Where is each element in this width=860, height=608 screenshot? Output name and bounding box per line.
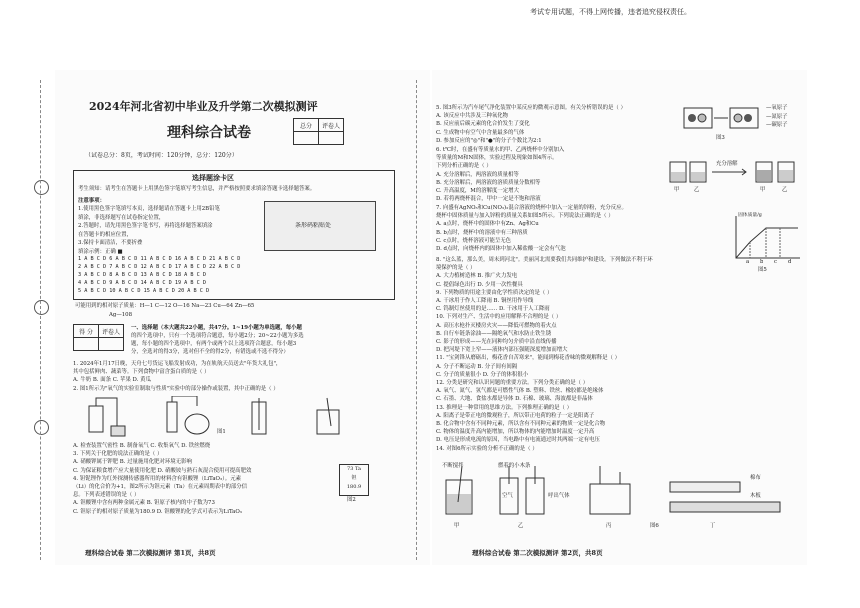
question-line: C. 石墨、大地、食盐水都是导体 D. 石棉、玻璃、海波都是非晶体 [436,396,593,403]
question-line: B. 反应前后碳元素的化合价发生了变化 [436,121,530,128]
exam-info: （试卷总分：8页，考试时间：120分钟，总分：120分） [85,152,238,159]
lab-apparatus-figure [77,396,387,440]
beaker-label: 乙 [694,187,700,193]
fold-line [416,80,418,560]
figure-3 [682,104,802,144]
question-line: A. 充分溶解后，两溶液的质量相等 [436,171,519,178]
figure-4-caption: 充分溶解 [716,161,738,167]
question-line: C. 影子的形成——光在同种均匀介质中沿直线传播 [436,339,557,346]
figure-5-label: 图5 [758,267,767,273]
element-number: 73 Ta [347,466,361,472]
question-line: D. 把河堤下宽上窄——液体内部压强随深度增加而增大 [436,347,568,354]
page-footer: 理科综合试卷 第二次模拟测评 第2页，共8页 [472,549,603,557]
question-line: 6. t℃时，在盛有等质量水的甲、乙两烧杯中分别加入 [436,147,565,153]
question-line: A. 氧气、氮气、氢气都是可燃性气体 B. 塑料、铁丝、橡胶都是绝缘体 [436,388,604,395]
attention-list [78,205,243,257]
question-line: C. 钽原子的相对原子质量为180.9 D. 钽酸锂的化学式可表示为LiTaO₃ [73,508,242,515]
question-line: 9. 下列物质的用途主要由化学性质决定的是（ ） [436,289,553,296]
element-name: 钽 [351,475,357,481]
figure-6-part: 乙 [518,523,524,529]
figure-6-text: 棉布 [750,475,761,481]
section-line: 的四个选项中，只有一个选项符合题意，每小题2分；20~22小题为多选 [131,333,304,339]
attention-item: 3.保持卡面清洁，不要折叠 [78,240,143,247]
figure-2-label: 图2 [347,497,356,503]
score-box: 总分 评卷人 [293,118,344,145]
question-line: 其中包括鲜肉、蔬菜等。下列食物中富含蛋白质的是（ ） [73,369,210,376]
question-line: 11. "宝剑锋从磨砺出，梅花香自苦寒来"，能闻到梅花香味的微观解释是（ ） [436,355,621,362]
molecule-diagram [682,104,762,134]
section-line: 题，每小题的四个选项中，有两个或两个以上选项符合题意，每小题3 [131,341,297,348]
attention-item: 在答题卡的相应位置， [78,231,132,238]
bubble-row[interactable]: 5 A B C D 10 A B C D 15 A B C D 20 A B C D [78,288,210,294]
question-block [436,146,666,203]
section-desc [131,332,304,357]
atomic-mass-line: 可能用到的相对原子质量：H—1 C—12 O—16 Na—23 Cu—64 Zn—65 [75,303,255,309]
question-line: A. 该反应中共涉及三种氧化物 [436,113,509,120]
bubble-row[interactable]: 1 A B C D 6 A B C D 11 A B C D 16 A B C D 21 A B C D [78,256,241,262]
experiment-diagrams [440,462,800,522]
question-line: 等质量的M和N固体，实验过程及现象如图4所示。 [436,155,558,162]
question-block [436,256,802,453]
figure-3-legend [766,104,788,130]
question-line: A. 大力植树造林 B. 推广火力发电 [436,273,518,280]
question-line: 10. 下列对生产、生活中的应用解释不合理的是（ ） [436,314,562,321]
figure-6-text: 空气 [502,493,513,499]
question-line: C. 为保证粮食增产应大量使用化肥 D. 硝酸铵与熟石灰混合使用可提高肥效 [73,467,252,474]
question-line: 5. 图3所示为汽车尾气净化装置中某反应的微观示意图。有关分析错误的是（ ） [436,105,626,111]
question-line: 下列分析正确的是（ ） [436,163,492,170]
question-line: A. 干冰用于作人工降雨 B. 铜丝用作导线 [436,298,534,305]
figure-6 [440,462,800,534]
bubble-row[interactable]: 3 A B C D 8 A B C D 13 A B C D 18 A B C D [78,272,207,278]
question-line: 烧杯中固体质量与加入锌粉的质量关系如图5所示。下列说法正确的是（ ） [436,213,614,220]
question-line: C. 钨制灯丝使用的是…… D. 干冰用于人工降雨 [436,306,550,313]
page-left [55,70,430,565]
figure-6-text: 木板 [750,493,761,499]
graph-point-label: c [774,259,778,265]
question-line: C. 升高温度，M的溶解度一定增大 [436,188,519,195]
attention-item: 填涂，非选择题写在试卷指定位置， [78,214,165,221]
graph-y-label: 固体质量/g [738,213,762,218]
question-line: 13. 推理是一种常用的思维方法。下列推理正确的是（ ） [436,404,572,411]
figure-6-text: 不断搅拌 [442,463,464,469]
question-line: A. 牛奶 B. 面条 C. 苹果 D. 黄瓜 [73,377,151,384]
attention-item: 2.答题时，请先用黑色签字笔书写，再将选择题答案填涂 [78,223,213,230]
exam-subtitle: 理科综合试卷 [167,125,251,141]
figure-6-text: 呼出气体 [548,493,570,499]
question-block [436,104,696,145]
beaker-label: 甲 [674,187,680,193]
question-block [73,360,413,393]
question-line: 7. 向盛有AgNO₃和Cu(NO₃)₂混合溶液的烧杯中加入一定量的锌粉，充分反应。 [436,205,627,211]
section-title: 一、选择题（本大题共22小题，共47分。1~19小题为单选题，每小题 [131,325,302,331]
question-line: B. 化合物中含有不同种元素，所以含有不同种元素的物质一定是化合物 [436,421,606,428]
figure-3-label: 图3 [716,135,725,141]
figure-6-part: 丙 [606,523,612,529]
element-mass: 180.9 [346,484,362,490]
answer-area-title: 选择题涂卡区 [192,173,234,182]
question-line: C. c点时，烧杯溶液可能呈无色 [436,237,512,244]
section-line: 分，全选对的得3分，选对但不全的得2分，有错选或不选不得分） [131,349,289,356]
figure-6-text: 燃着的小木条 [498,463,531,469]
question-line: 4. 钽铌锂作为红外探测传感器所用的材料含有钽酸锂（LiTaO₃）。元素 [73,475,241,482]
question-line: 1. 2024年1月17日晚，天舟七号货运飞船发射成功，为在轨航天员送去"年货大礼包"， [73,361,282,367]
barcode-label: 条形码粘贴处 [295,222,332,229]
legend-item: —氧原子 [766,105,788,111]
figure-6-part: 丁 [710,523,716,529]
question-line: D. 电压是形成电流的原因，当电路中有电流通过时其两端一定有电压 [436,437,600,444]
question-line: 8. "这么蓝，那么美，周末到河北"。美丽河北需要我们共同维护和建设。下列做法不利于环 [436,257,653,263]
question-line: A. 钽酸锂中含有两种金属元素 B. 钽原子核内的中子数为73 [73,500,215,507]
notice-text: 考生须知：请考生在答题卡上用黑色签字笔填写考生信息，并严格按照要求填涂答题卡选择题答案。 [78,186,316,192]
figure-6-label: 图6 [650,523,659,529]
copyright-note: 考试专用试题，不得上网传播，违者追究侵权责任。 [530,8,691,16]
answer-area [73,170,395,300]
question-line: C. 提倡绿色出行 D. 少用一次性餐具 [436,281,523,288]
question-line: D. 若将两烧杯混合，甲中一定是不饱和溶液 [436,196,541,203]
question-line: A. 检查装置气密性 B. 制备氧气 C. 收集氧气 D. 铁丝燃烧 [73,443,211,449]
question-line: D. 参加反应的"◎"和"●"的分子个数比为2:1 [436,137,542,144]
question-line: 12. 分类是研究和认识问题的重要方法。下列分类正确的是（ ） [436,380,589,387]
question-line: （Li）的化合价为+1，图2所示为钽元素（Ta）在元素周期表中的部分信 [73,484,248,491]
question-line: A. 硝酸钾属于钾肥 B. 过量施用化肥对环境无影响 [73,459,192,466]
section-score-table: 得 分 评卷人 [73,324,124,351]
page-footer: 理科综合试卷 第二次模拟测评 第1页，共8页 [85,549,216,557]
beaker-label: 乙 [782,187,788,193]
cut-line [40,80,42,560]
attention-item: 1.使用黑色签字笔填写本页，选择题请在答题卡上用2B铅笔 [78,206,220,212]
legend-item: —碳原子 [766,122,788,129]
legend-item: —氮原子 [766,113,788,120]
bubble-row[interactable]: 4 A B C D 9 A B C D 14 A B C D 19 A B C D [78,280,207,286]
figure-1-label: 图1 [217,429,226,435]
graph-point-label: b [760,259,764,265]
barcode-area [264,201,376,251]
question-line: 3. 下列关于化肥的说法正确的是（ ） [73,451,163,458]
tantalum-element-cell [339,464,369,496]
question-line: 14. 对图6所示实验的分析不正确的是（ ） [436,445,538,452]
question-line: 境保护的是（ ） [436,265,476,272]
question-line: A. 阳离子是带正电的微观粒子，所以带正电荷的粒子一定是阳离子 [436,412,595,419]
attention-title: 注意事项： [78,198,105,204]
bubble-row[interactable]: 2 A B C D 7 A B C D 12 A B C D 17 A B C D 22 A B C D [78,264,241,270]
graph-point-label: a [746,259,750,265]
page-right [432,70,807,565]
question-line: A. 分子不断运动 B. 分子间有间隔 [436,363,518,370]
figure-6-part: 甲 [454,523,460,529]
figure-1 [77,396,387,440]
question-line: C. 生成物中有空气中含量最多的气体 [436,129,525,136]
beaker-label: 甲 [760,187,766,193]
question-line: D. d点时，向烧杯内的固体中加入稀盐酸一定会有气泡 [436,246,566,253]
question-line: 息。下列表述错误的是（ ） [73,492,140,499]
question-line: 2. 图1所示为"氧气的实验室制取与性质"实验中的部分操作或装置，其中正确的是（ ） [73,385,279,392]
question-line: C. 分子的质量很小 D. 分子的体积很小 [436,371,529,378]
question-line: A. 高压水枪扑灭楼房火灾——降低可燃物的着火点 [436,322,557,329]
atomic-mass-line: Ag—108 [109,312,133,318]
figure-4 [666,154,802,196]
graph-point-label: d [788,259,792,265]
attention-item: 填涂示例：正确 ■ [78,248,123,255]
question-line: B. b点时，烧杯中的溶液中有三种溶质 [436,229,528,236]
question-line: A. a点时，烧杯中的固体中有Zn、Ag和Cu [436,221,539,228]
exam-title: 2024年河北省初中毕业及升学第二次模拟测评 [89,100,318,113]
question-line: C. 物体的温度升高内能增加，所以物体的内能增加时温度一定升高 [436,429,595,436]
question-line: B. 充分溶解后，两溶液的溶质质量分数相等 [436,179,541,186]
question-line: B. 自行车链条涂油——隔绝氧气和水防止铁生锈 [436,330,552,337]
bubble-grid[interactable] [78,255,390,295]
